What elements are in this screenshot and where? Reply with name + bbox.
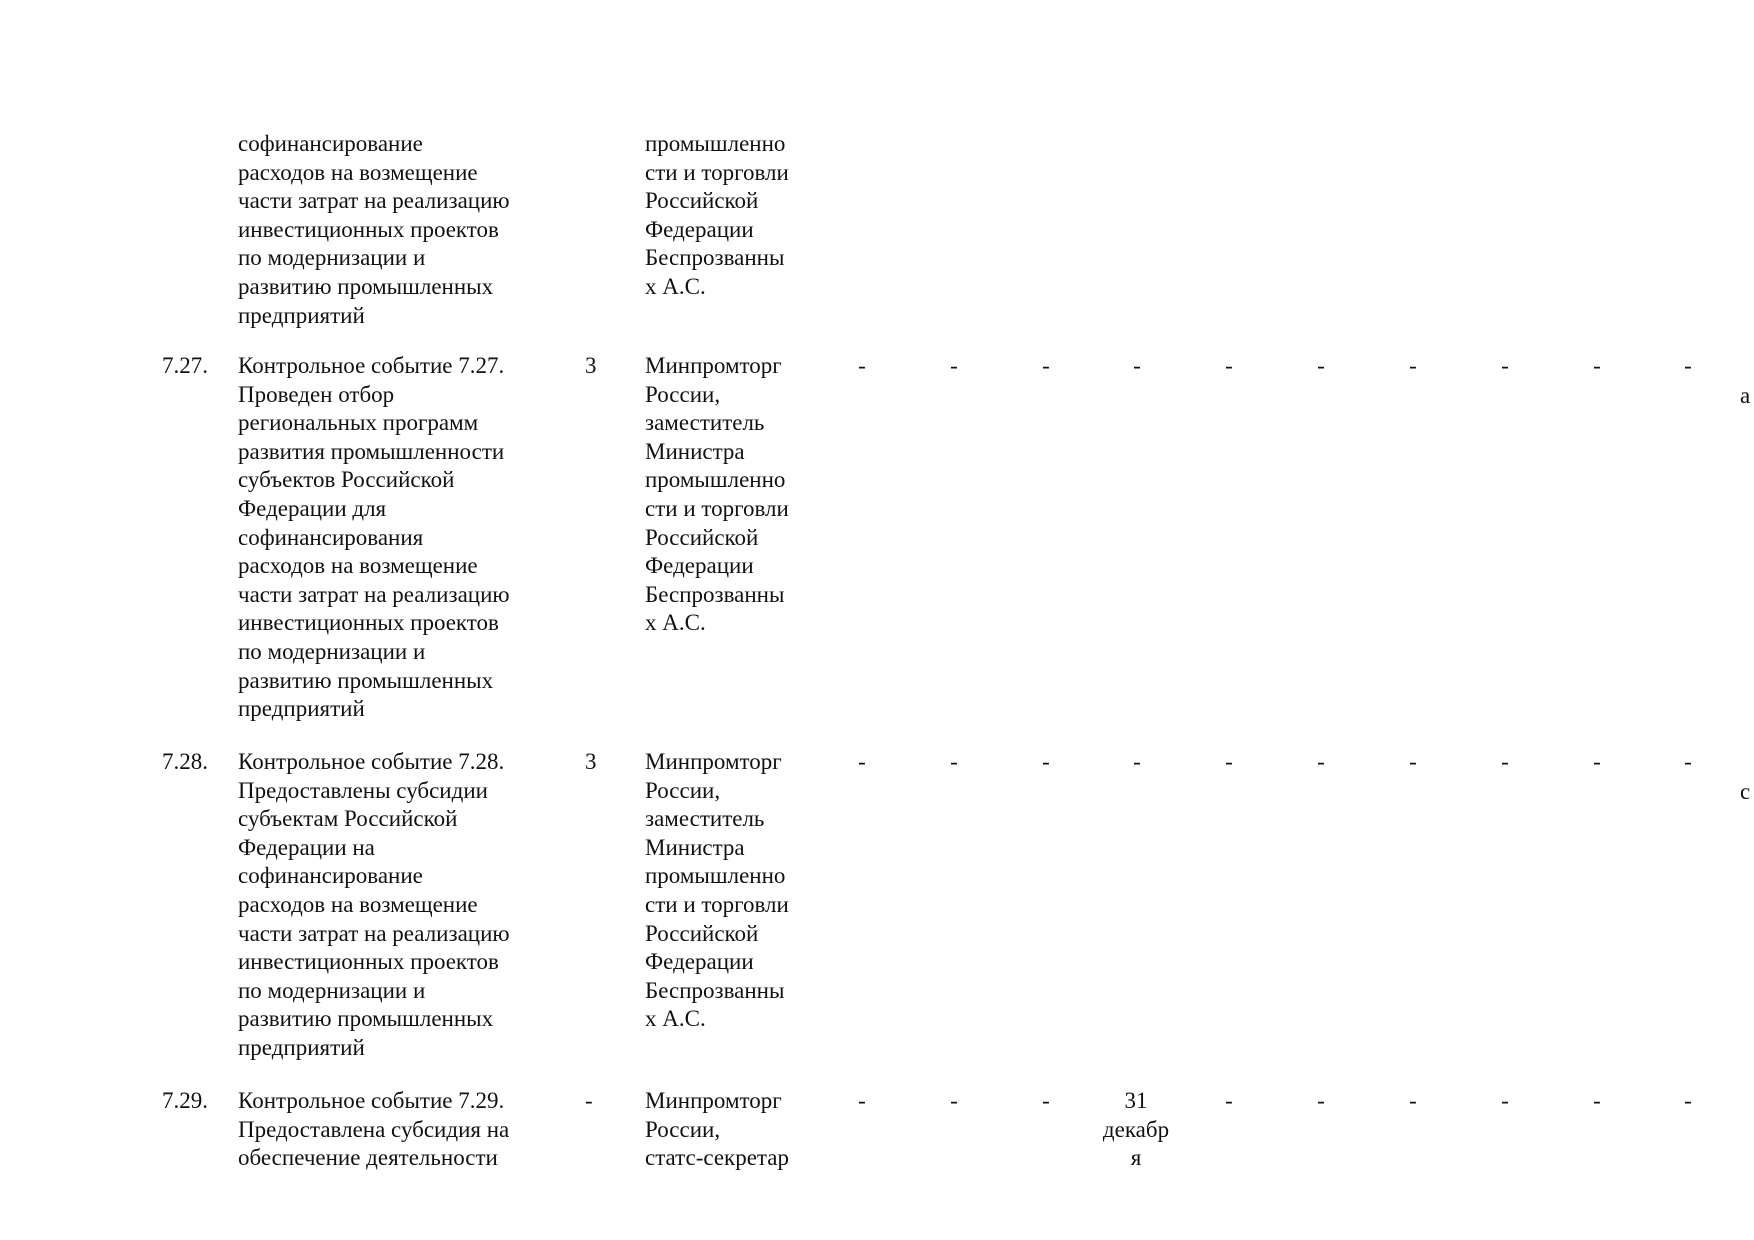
period-cell: - (1501, 1088, 1509, 1113)
period-cell: - (1225, 1088, 1233, 1113)
continued-row-responsible: промышленно сти и торговли Российской Федерации Беспрозванны х А.С. (645, 131, 789, 299)
row-responsible: Минпромторг России, заместитель Министра промышленно сти и торговли Российской Федерации Беспрозванны х А.С. (645, 353, 789, 636)
period-cell: - (1225, 353, 1233, 378)
period-cell: - (1593, 1088, 1601, 1113)
period-cell: - (950, 353, 958, 378)
row-responsible: Минпромторг России, статс-секретар (645, 1088, 789, 1171)
period-cell: - (1684, 749, 1692, 774)
row-category: 3 (585, 353, 597, 378)
continued-row-description: софинансирование расходов на возмещение части затрат на реализацию инвестиционных проектов по модернизации и развитию промышленных предприятий (238, 131, 510, 328)
period-cell: - (1409, 353, 1417, 378)
period-cell: - (858, 1088, 866, 1113)
period-cell: - (1133, 353, 1141, 378)
period-cell: - (1501, 749, 1509, 774)
row-number: 7.29. (162, 1088, 208, 1113)
period-cell: - (1317, 1088, 1325, 1113)
period-cell: - (1317, 749, 1325, 774)
period-cell: - (1225, 749, 1233, 774)
row-description: Контрольное событие 7.28. Предоставлены субсидии субъектам Российской Федерации на софинансирование расходов на возмещение части затрат на реализацию инвестиционных проектов по модернизации и развитию промышленных предприятий (238, 749, 510, 1060)
period-cell: - (1593, 353, 1601, 378)
row-number: 7.28. (162, 749, 208, 774)
period-cell: - (1593, 749, 1601, 774)
period-cell: - (950, 749, 958, 774)
row-category: 3 (585, 749, 597, 774)
period-cell: - (858, 749, 866, 774)
period-cell: - (1409, 749, 1417, 774)
period-cell: - (858, 353, 866, 378)
period-date-cell: 31 декабр я (1102, 1088, 1170, 1171)
row-category: - (585, 1088, 593, 1113)
period-cell: - (950, 1088, 958, 1113)
row-number: 7.27. (162, 353, 208, 378)
period-cell: - (1684, 1088, 1692, 1113)
period-cell: - (1409, 1088, 1417, 1113)
period-cell: - (1501, 353, 1509, 378)
row-responsible: Минпромторг России, заместитель Министра промышленно сти и торговли Российской Федерации Беспрозванны х А.С. (645, 749, 789, 1032)
period-cell: - (1317, 353, 1325, 378)
period-cell: - (1042, 749, 1050, 774)
clipped-edge-text: а (1740, 383, 1751, 408)
row-description: Контрольное событие 7.29. Предоставлена субсидия на обеспечение деятельности (238, 1088, 510, 1171)
period-cell: - (1133, 749, 1141, 774)
clipped-edge-text: с (1740, 779, 1751, 804)
period-cell: - (1684, 353, 1692, 378)
row-description: Контрольное событие 7.27. Проведен отбор региональных программ развития промышленности субъектов Российской Федерации для софинансирования расходов на возмещение части затрат на реализацию инвестиционных проектов по модернизации и развитию промышленных предприятий (238, 353, 510, 722)
period-cell: - (1042, 353, 1050, 378)
period-cell: - (1042, 1088, 1050, 1113)
